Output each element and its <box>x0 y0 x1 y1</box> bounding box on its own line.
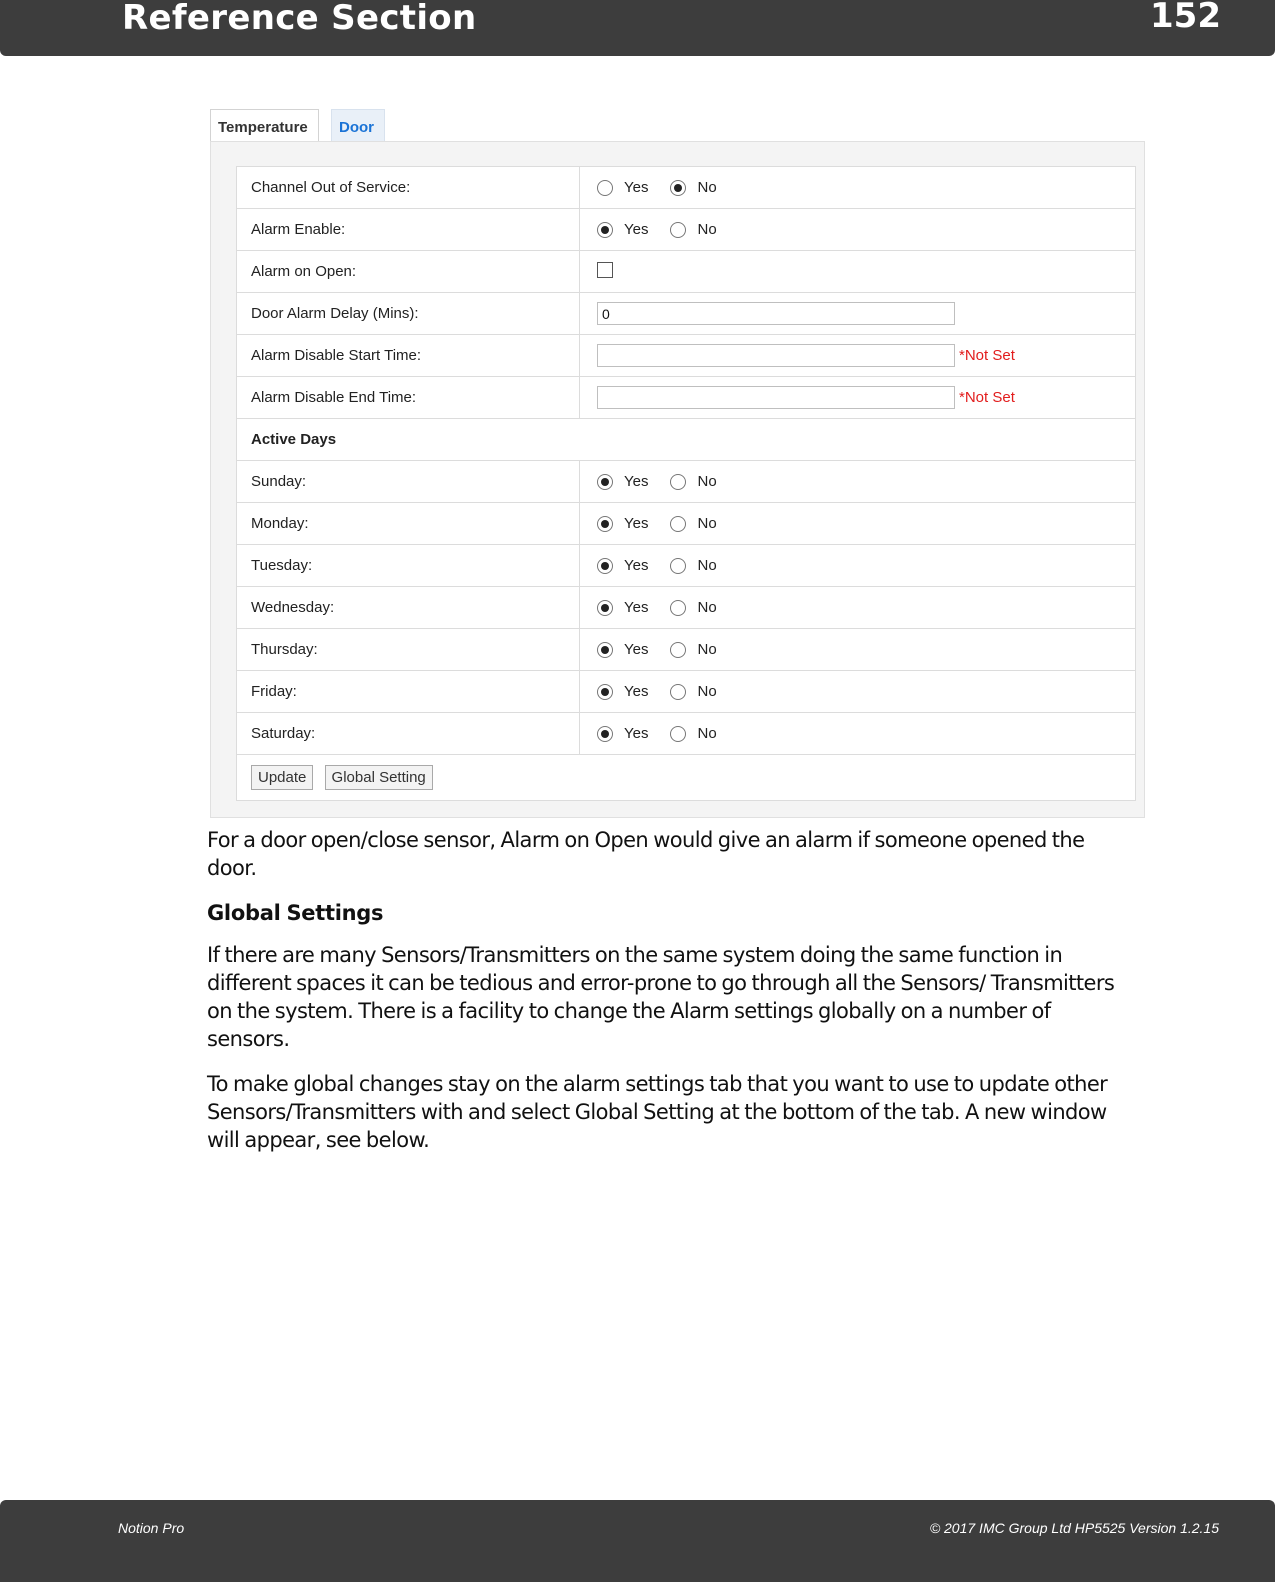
friday-yes-radio[interactable] <box>597 684 613 700</box>
paragraph-global-settings: If there are many Sensors/Transmitters on the same system doing the same function in different spaces it can be tedious and error-prone to go through all the Sensors/ Transmitters on the system. There is a facility to change the Alarm settings globally on a number of sensors. <box>207 943 1115 1051</box>
form-row-buttons <box>237 755 1136 801</box>
yes-label: Yes <box>624 683 649 700</box>
alarm-enable-radio-group <box>597 221 1135 238</box>
no-label: No <box>697 221 717 238</box>
form-row-saturday <box>237 713 1136 755</box>
channel-out-of-service-label: Channel Out of Service: <box>237 167 580 209</box>
update-button[interactable]: Update <box>251 765 313 790</box>
form-row-sunday <box>237 461 1136 503</box>
no-label: No <box>697 599 717 616</box>
monday-no-radio[interactable] <box>670 516 686 532</box>
form-row-alarm-disable-end <box>237 377 1136 419</box>
tuesday-label: Tuesday: <box>237 545 580 587</box>
footer-copyright: © 2017 IMC Group Ltd HP5525 Version 1.2.15 <box>929 1520 1219 1536</box>
alarm-disable-start-input[interactable] <box>597 344 955 367</box>
alarm-enable-yes-radio[interactable] <box>597 222 613 238</box>
body-text <box>207 826 1132 1171</box>
form-row-friday <box>237 671 1136 713</box>
monday-radio-group <box>597 515 1135 532</box>
tuesday-yes-radio[interactable] <box>597 558 613 574</box>
yes-label: Yes <box>624 179 649 196</box>
no-label: No <box>697 683 717 700</box>
saturday-yes-radio[interactable] <box>597 726 613 742</box>
alarm-enable-label: Alarm Enable: <box>237 209 580 251</box>
alarm-disable-start-label: Alarm Disable Start Time: <box>237 335 580 377</box>
monday-label: Monday: <box>237 503 580 545</box>
tuesday-radio-group <box>597 557 1135 574</box>
section-title: Reference Section <box>122 0 477 38</box>
thursday-yes-radio[interactable] <box>597 642 613 658</box>
form-row-thursday <box>237 629 1136 671</box>
door-alarm-delay-input[interactable] <box>597 302 955 325</box>
tuesday-no-radio[interactable] <box>670 558 686 574</box>
monday-yes-radio[interactable] <box>597 516 613 532</box>
thursday-no-radio[interactable] <box>670 642 686 658</box>
thursday-radio-group <box>597 641 1135 658</box>
global-settings-heading: Global Settings <box>207 901 384 925</box>
friday-radio-group <box>597 683 1135 700</box>
yes-label: Yes <box>624 557 649 574</box>
page-footer <box>0 1500 1275 1582</box>
page-number: 152 <box>1150 0 1221 36</box>
yes-label: Yes <box>624 725 649 742</box>
door-alarm-delay-label: Door Alarm Delay (Mins): <box>237 293 580 335</box>
door-settings-panel <box>210 141 1145 818</box>
no-label: No <box>697 515 717 532</box>
yes-label: Yes <box>624 599 649 616</box>
form-row-tuesday <box>237 545 1136 587</box>
form-row-channel-out-of-service <box>237 167 1136 209</box>
paragraph-door-sensor: For a door open/close sensor, Alarm on Open would give an alarm if someone opened the door. <box>207 828 1085 880</box>
alarm-disable-end-label: Alarm Disable End Time: <box>237 377 580 419</box>
global-setting-button[interactable]: Global Setting <box>325 765 433 790</box>
sunday-yes-radio[interactable] <box>597 474 613 490</box>
form-row-alarm-on-open <box>237 251 1136 293</box>
yes-label: Yes <box>624 473 649 490</box>
saturday-label: Saturday: <box>237 713 580 755</box>
channel-out-of-service-no-radio[interactable] <box>670 180 686 196</box>
saturday-radio-group <box>597 725 1135 742</box>
form-row-door-alarm-delay <box>237 293 1136 335</box>
no-label: No <box>697 557 717 574</box>
form-row-monday <box>237 503 1136 545</box>
yes-label: Yes <box>624 221 649 238</box>
active-days-heading: Active Days <box>237 419 1136 461</box>
yes-label: Yes <box>624 641 649 658</box>
no-label: No <box>697 179 717 196</box>
friday-no-radio[interactable] <box>670 684 686 700</box>
wednesday-yes-radio[interactable] <box>597 600 613 616</box>
form-row-active-days-heading <box>237 419 1136 461</box>
sunday-no-radio[interactable] <box>670 474 686 490</box>
no-label: No <box>697 641 717 658</box>
door-settings-form <box>236 166 1136 801</box>
wednesday-radio-group <box>597 599 1135 616</box>
friday-label: Friday: <box>237 671 580 713</box>
alarm-disable-end-input[interactable] <box>597 386 955 409</box>
alarm-on-open-checkbox[interactable] <box>597 262 613 278</box>
tab-temperature[interactable]: Temperature <box>210 109 319 142</box>
door-settings-screenshot <box>210 108 1150 818</box>
wednesday-label: Wednesday: <box>237 587 580 629</box>
alarm-disable-start-status: *Not Set <box>959 347 1015 364</box>
channel-out-of-service-radio-group <box>597 179 1135 196</box>
form-row-alarm-enable <box>237 209 1136 251</box>
no-label: No <box>697 473 717 490</box>
saturday-no-radio[interactable] <box>670 726 686 742</box>
yes-label: Yes <box>624 515 649 532</box>
sunday-label: Sunday: <box>237 461 580 503</box>
channel-out-of-service-yes-radio[interactable] <box>597 180 613 196</box>
paragraph-global-instructions: To make global changes stay on the alarm settings tab that you want to use to update other Sensors/Transmitters with and select Global Setting at the bottom of the tab. A new window will appear, see below. <box>207 1072 1108 1152</box>
page-header <box>0 0 1275 56</box>
no-label: No <box>697 725 717 742</box>
tab-door[interactable]: Door <box>331 109 385 142</box>
footer-product: Notion Pro <box>118 1520 185 1536</box>
form-row-wednesday <box>237 587 1136 629</box>
form-row-alarm-disable-start <box>237 335 1136 377</box>
alarm-enable-no-radio[interactable] <box>670 222 686 238</box>
alarm-on-open-label: Alarm on Open: <box>237 251 580 293</box>
sunday-radio-group <box>597 473 1135 490</box>
wednesday-no-radio[interactable] <box>670 600 686 616</box>
alarm-disable-end-status: *Not Set <box>959 389 1015 406</box>
thursday-label: Thursday: <box>237 629 580 671</box>
